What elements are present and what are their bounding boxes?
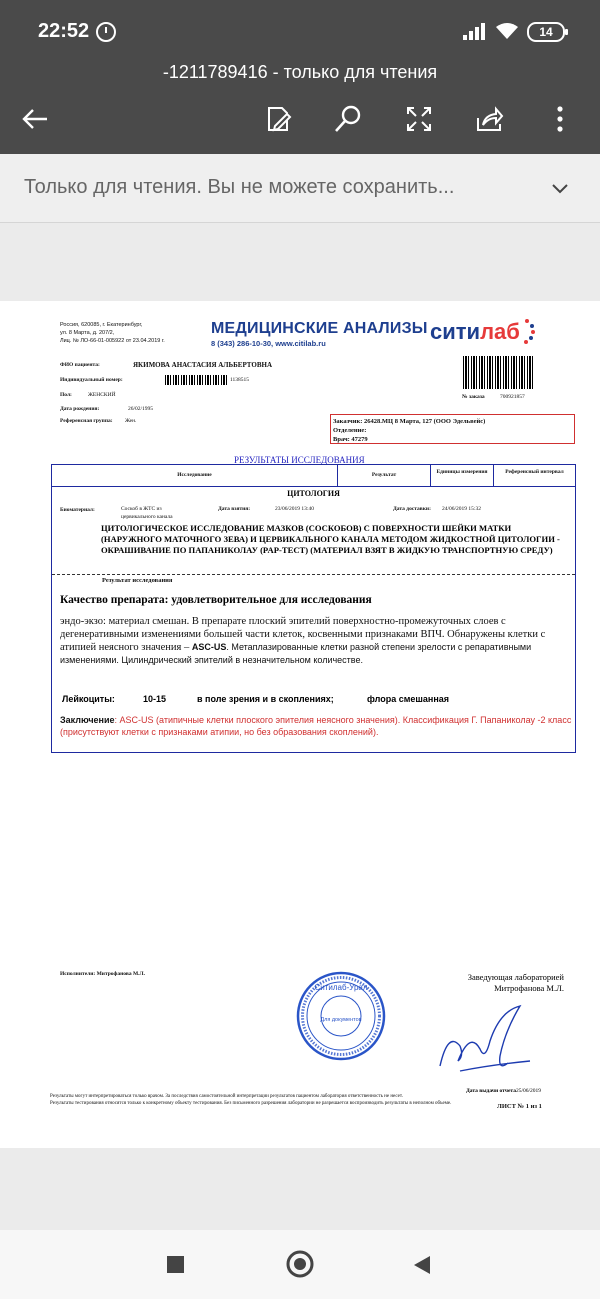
performers: Исполнители: Митрофанова М.Л.: [60, 971, 146, 977]
col-header-reference: Референсный интервал: [505, 469, 564, 475]
table-header-row: [52, 465, 575, 487]
head-of-lab: Заведующая лабораторией Митрофанова М.Л.: [467, 972, 564, 993]
order-barcode: [463, 356, 533, 389]
disclaimer: Результаты могут интерпретироваться только врачом. За последствия самостоятельной интерпретации результатов пациентом лаборатория ответственность не несет. Результаты тестирования относятся только к конкретному объекту тестирования. Без письменного разрешения лаборатории не разрешается воспроизводить результаты в неполном объеме.: [50, 1094, 452, 1106]
back-icon[interactable]: [412, 1254, 432, 1276]
share-icon[interactable]: [474, 104, 504, 134]
logo-dots-icon: [521, 318, 537, 344]
stamp-center: Для документов: [320, 1017, 362, 1023]
document-title: -1211789416 - только для чтения: [162, 62, 438, 82]
test-title: ЦИТОЛОГИЧЕСКОЕ ИССЛЕДОВАНИЕ МАЗКОВ (СОСКОБОВ) С ПОВЕРХНОСТИ ШЕЙКИ МАТКИ (НАРУЖНОГО МАТОЧНОГО ЗЕВА) И ЦЕРВИКАЛЬНОГО КАНАЛА МЕТОДОМ ЖИДКОСТНОЙ ЦИТОЛОГИИ - ОКРАШИВАНИЕ ПО ПАПАНИКОЛАУ (PAP-ТЕСТ) (МАТЕРИАЛ ВЗЯТ В ЖИДКУЮ ТРАНСПОРТНУЮ СРЕДУ): [101, 523, 560, 555]
system-nav-bar: [0, 1230, 600, 1299]
signal-icon: [463, 22, 489, 40]
col-header-test: Исследование: [52, 465, 338, 486]
patient-barcode: [165, 375, 227, 385]
lab-stamp: [296, 971, 386, 1061]
battery-indicator: 14: [527, 22, 565, 42]
clock: 22:52: [38, 20, 90, 42]
read-only-message: Только для чтения. Вы не можете сохранить...: [24, 176, 455, 198]
document-page: Россия, 620085, г. Екатеринбург, ул. 8 Марта, д. 207/2, Лиц. № ЛО-66-01-005922 от 23.04.2019 г. МЕДИЦИНСКИЕ АНАЛИЗЫ 8 (343) 286-10-30, www.citilab.ru ситилаб ФИО пациента: ЯКИМОВА АНАСТАСИЯ АЛЬБЕРТОВНА Индивидуальный номер: 1138515 Пол: ЖЕНСКИЙ Дата рождения: 26/02/1995 Референсная группа: Жен. № заказа 700921857 Заказчик: 26428.МЦ 8 Марта, 127 (ООО Эдельвейс) Отделение: Врач: 47279 РЕЗУЛЬТАТЫ ИССЛЕДОВАНИЯ Исследование Результат Единицы измерения Референсный интервал ЦИТОЛОГИЯ Биоматериал: Соскоб в ЖТС из цервикального канала Дата взятия: 23/06/2019 13:40 Дата доставки: 24/06/2019 15:32 ЦИТОЛОГИЧЕСКОЕ ИССЛЕДОВАНИЕ МАЗКОВ (СОСКОБОВ) С ПОВЕРХНОСТИ ШЕЙКИ МАТКИ (НАРУЖНОГО МАТОЧНОГО ЗЕВА) И ЦЕРВИКАЛЬНОГО КАНАЛА МЕТОДОМ ЖИДКОСТНОЙ ЦИТОЛОГИИ - ОКРАШИВАНИЕ ПО ПАПАНИКОЛАУ (PAP-ТЕСТ) (МАТЕРИАЛ ВЗЯТ В ЖИДКУЮ ТРАНСПОРТНУЮ СРЕДУ) Результат исследования Качество препарата: удовлетворительное для исследования эндо-экзо: материал смешан. В препарате плоский эпителий поверхностно-промежуточных слоев с дегенеративными изменениями большей части клеток, косвенными признаками ВПЧ. Обнаружены клетки с атипией неясного значения – ASC-US. Метаплазированные клетки разной степени зрелости с репаративными изменениями. Цилиндрический эпителий в незначительном количестве. Лейкоциты: 10-15 в поле зрения и в скоплениях; флора смешанная Заключение: ASC-US (атипичные клетки плоского эпителия неясного значения). Классификация Г. Папаниколау -2 класс (присутствуют клетки с признаками атипии, но без образования скоплений). Исполнители: Митрофанова М.Л. Заведующая лабораторией Митрофанова М.Л. Ситилаб-Урал Для документов Дата выдачи отчета25/06/2019 ЛИСТ № 1 из 1 Результаты могут интерпретироваться только врачом. За последствия самостоятельной интерпретации результатов пациентом лаборатория ответственность не несет. Результаты тестирования относятся только к конкретному объекту тестирования. Без письменного разрешения лаборатории не разрешается воспроизводить результаты в неполном объеме.: [0, 301, 600, 1148]
section-title: ЦИТОЛОГИЯ: [287, 489, 340, 498]
stamp-name: Ситилаб-Урал: [314, 983, 368, 992]
col-header-units: Единицы измерения: [436, 469, 488, 475]
edit-document-icon[interactable]: [263, 104, 293, 134]
header-phone: 8 (343) 286-10-30, www.citilab.ru: [211, 339, 326, 348]
col-header-result: Результат: [338, 465, 431, 486]
header-title: МЕДИЦИНСКИЕ АНАЛИЗЫ: [211, 320, 428, 337]
read-only-banner[interactable]: [0, 154, 600, 223]
citilab-logo: ситилаб: [430, 319, 520, 344]
app-bar: [0, 54, 600, 154]
chevron-down-icon[interactable]: [550, 178, 570, 198]
order-label: № заказа: [462, 394, 485, 400]
results-heading: РЕЗУЛЬТАТЫ ИССЛЕДОВАНИЯ: [234, 455, 365, 465]
fullscreen-icon[interactable]: [404, 104, 434, 134]
search-icon[interactable]: [333, 104, 363, 134]
signature: [430, 1001, 540, 1081]
back-arrow-icon[interactable]: [20, 104, 50, 134]
findings-text: эндо-экзо: материал смешан. В препарате плоский эпителий поверхностно-промежуточных слоев с дегенеративными изменениями большей части клеток, косвенными признаками ВПЧ. Обнаружены клетки с атипией неясного значения – ASC-US. Метаплазированные клетки разной степени зрелости с репаративными изменениями. Цилиндрический эпителий в незначительном количестве.: [60, 616, 546, 665]
status-bar: [0, 0, 600, 62]
order-number: 700921857: [500, 394, 525, 400]
recents-icon[interactable]: [167, 1256, 184, 1273]
home-icon[interactable]: [285, 1249, 315, 1279]
alarm-icon: [96, 22, 116, 42]
page-number: ЛИСТ № 1 из 1: [497, 1103, 542, 1110]
more-options-icon[interactable]: [545, 104, 575, 134]
conclusion-text: Заключение: ASC-US (атипичные клетки плоского эпителия неясного значения). Классификация Г. Папаниколау -2 класс (присутствуют клетки с признаками атипии, но без образования скоплений).: [60, 715, 572, 737]
quality-text: Качество препарата: удовлетворительное для исследования: [60, 594, 372, 606]
lab-address: Россия, 620085, г. Екатеринбург, ул. 8 Марта, д. 207/2, Лиц. № ЛО-66-01-005922 от 23.04.2019 г.: [60, 322, 165, 344]
customer-box: Заказчик: 26428.МЦ 8 Марта, 127 (ООО Эдельвейс) Отделение: Врач: 47279: [330, 414, 575, 444]
wifi-icon: [495, 22, 519, 40]
result-label: Результат исследования: [102, 577, 173, 584]
issue-date: Дата выдачи отчета25/06/2019: [466, 1088, 542, 1094]
